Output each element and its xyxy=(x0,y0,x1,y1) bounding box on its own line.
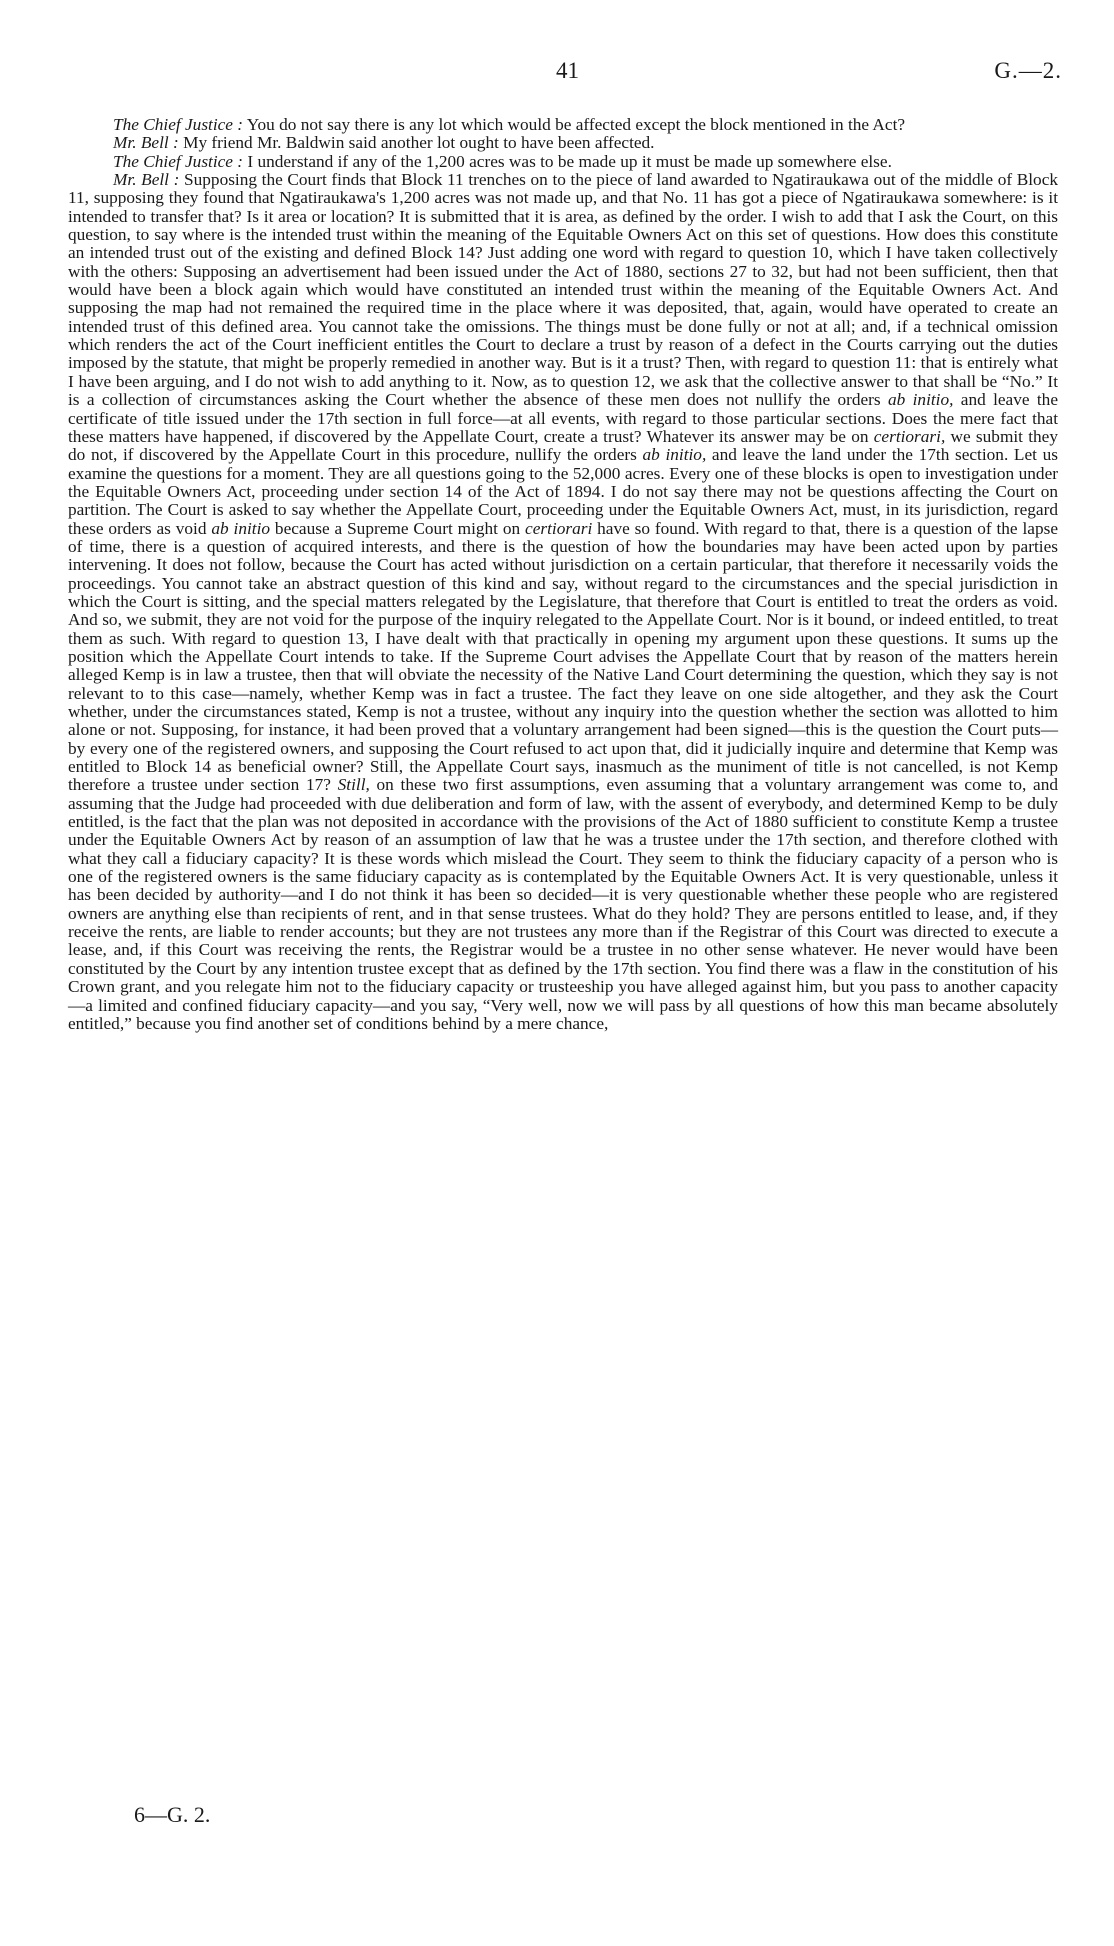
latin-term: certiorari xyxy=(525,518,593,538)
document-body xyxy=(68,116,1058,1033)
argument-text-6: have so found. With regard to that, there is a question of the lapse of time, there is a question of acquired interests, and there is the question of how the boundaries may have been acted upon by parties intervening. It does not follow, because the Court has acted without jurisdiction on a certain particular, that therefore it necessarily voids the proceedings. You cannot take an abstract question of this kind and say, without regard to the circumstances and the special jurisdiction in which the Court is sitting, and the special matters relegated by the Legislature, that therefore that Court is entitled to treat the orders as void. And so, we submit, they are not void for the purpose of the inquiry relegated to the Appellate Court. Nor is it bound, or indeed entitled, to treat them as such. With regard to question 13, I have dealt with that practically in opening my argument upon these questions. It sums up the position which the Appellate Court intends to take. If the Supreme Court advises the Appellate Court that by reason of the matters herein alleged Kemp is in law a trustee, then that will obviate the necessity of the Native Land Court determining the question, which they say is not relevant to to this case—namely, whether Kemp was in fact a trustee. The fact they leave on one side altogether, and they ask the Court whether, under the circumstances stated, Kemp is not a trustee, without any inquiry into the question whether the section was allotted to him alone or not. Supposing, for instance, it had been proved that a voluntary arrangement had been signed—this is the question the Court puts—by every one of the registered owners, and supposing the Court refused to act upon that, did it judicially inquire and determine that Kemp was entitled to Block 14 as beneficial owner? Still, the Appellate Court says, inasmuch as the muniment of title is not cancelled, is not Kemp therefore a trustee under section 17? xyxy=(68,518,1059,795)
emphasis-term: Still, xyxy=(337,775,370,795)
paragraph-mr-bell-2 xyxy=(68,171,1058,1033)
argument-text-1: Supposing the Court finds that Block 11 trenches on to the piece of land awarded to Ngatiraukawa out of the middle of Block 11, supposing they found that Ngatiraukawa's 1,200 acres was not made up, and that No. 11 has got a piece of Ngatiraukawa somewhere: is it intended to transfer that? Is it area or location? It is submitted that it is area, as defined by the order. I wish to add that I ask the Court, on this question, to say where is the intended trust within the meaning of the Equitable Owners Act on this set of questions. How does this constitute an intended trust out of the existing and defined Block 14? Just adding one word with regard to question 10, which I have taken collectively with the others: Supposing an advertisement had been issued under the Act of 1880, sections 27 to 32, but had not been sufficient, then that would have been a block again which would have constituted an intended trust within the meaning of the Equitable Owners Act. And supposing the map had not remained the required time in the place where it was deposited, that, again, would have operated to create an intended trust of this defined area. You cannot take the omissions. The things must be done fully or not at all; and, if a technical omission which renders the act of the Court inefficient entitles the Court to declare a trust by reason of a defect in the Courts carrying out the duties imposed by the statute, that might be properly remedied in another way. But is it a trust? Then, with regard to question 11: that is entirely what I have been arguing, and I do not wish to add anything to it. Now, as to question 12, we ask that the collective answer to that shall be “No.” It is a collection of circumstances asking the Court whether the absence of these men does not nullify the orders xyxy=(68,170,1059,410)
argument-text-2: and leave the certificate of title issued under the 17th section in full force—at all events, with regard to those particular sections. Does the mere fact that these matters have happened, if discovered by the Appellate Court, create a trust? Whatever its answer may be on xyxy=(68,390,1058,446)
argument-text-3: we submit they do not, if discovered by the Appellate Court in this procedure, nullify the orders xyxy=(68,426,1058,465)
speaker-name: The Chief Justice : xyxy=(113,151,244,171)
paragraph-chief-justice-2 xyxy=(68,153,1058,171)
paragraph-text: You do not say there is any lot which would be affected except the block mentioned in the Act? xyxy=(246,115,906,134)
argument-text-5: because a Supreme Court might on xyxy=(270,518,526,538)
page-number: 41 xyxy=(556,58,579,83)
latin-term: ab initio, xyxy=(642,445,707,465)
page-header xyxy=(0,58,1114,88)
paragraph-mr-bell-1 xyxy=(68,134,1058,152)
latin-term: ab initio xyxy=(211,518,271,538)
speaker-name: The Chief Justice : xyxy=(113,115,244,134)
speaker-name: Mr. Bell : xyxy=(113,133,179,153)
paragraph-chief-justice-1 xyxy=(68,116,1058,134)
argument-text-4: and leave the land under the 17th section. Let us examine the questions for a moment. They are all questions going to the 52,000 acres. Every one of these blocks is open to investigation under the Equitable Owners Act, proceeding under section 14 of the Act of 1894. I do not say there may not be questions affecting the Court on partition. The Court is asked to say whether the Appellate Court, proceeding under the Equitable Owners Act, must, in its jurisdiction, regard these orders as void xyxy=(68,445,1058,538)
argument-text-7: on these two first assumptions, even assuming that a voluntary arrangement was come to, and assuming that the Judge had proceeded with due deliberation and form of law, with the assent of everybody, and determined Kemp to be duly entitled, is the fact that the plan was not deposited in accordance with the provisions of the Act of 1880 sufficient to constitute Kemp a trustee under the Equitable Owners Act by reason of an assumption of law that he was a trustee under the 17th section, and therefore clothed with what they call a fiduciary capacity? It is these words which mislead the Court. They seem to think the fiduciary capacity of a person who is one of the registered owners is the same fiduciary capacity as is contemplated by the Equitable Owners Act. It is very questionable, unless it has been decided by authority—and I do not think it has been so decided—it is very questionable whether these people who are registered owners are anything else than recipients of rent, and in that sense trustees. What do they hold? They are persons entitled to lease, and, if they receive the rents, are liable to render accounts; but they are not trustees any more than if the Registrar of this Court was directed to execute a lease, and, if this Court was receiving the rents, the Registrar would be a trustee in no other sense whatever. He never would have been constituted by the Court by any intention trustee except that as defined by the 17th section. You find there was a flaw in the constitution of his Crown grant, and you relegate him not to the fiduciary capacity or trusteeship you have alleged against him, but you pass to another capacity—a limited and confined fiduciary capacity—and you say, “Very well, now we will pass by all questions of how this man became absolutely entitled,” because you find another set of conditions behind by a mere chance, xyxy=(68,775,1059,1033)
latin-term: ab initio, xyxy=(888,390,954,410)
document-code: G.—2. xyxy=(994,58,1062,83)
latin-term: certiorari, xyxy=(873,426,946,446)
speaker-name: Mr. Bell : xyxy=(113,170,180,190)
page-signature: 6—G. 2. xyxy=(134,1802,211,1827)
paragraph-text: My friend Mr. Baldwin said another lot ought to have been affected. xyxy=(183,133,655,153)
paragraph-text: I understand if any of the 1,200 acres was to be made up it must be made up somewhere else. xyxy=(247,151,892,171)
